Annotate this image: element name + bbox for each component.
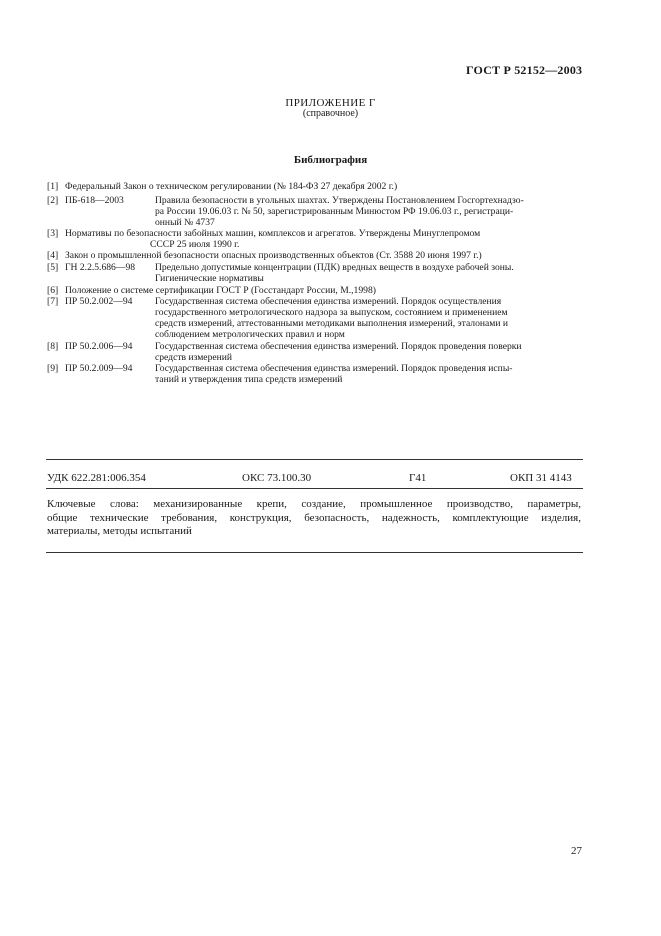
bib-item-text: Нормативы по безопасности забойных машин, комплексов и агрегатов. Утверждены Минуглепромом [65,228,481,239]
bib-item-abbr: ПР 50.2.002—94 [65,296,133,307]
bib-item-text: онный № 4737 [155,217,215,228]
bib-item-text: Гигиенические нормативы [155,273,264,284]
keywords-line: Ключевые слова: механизированные крепи, создание, промышленное производство, параметры, [47,498,581,510]
page-number: 27 [571,845,582,857]
bib-item-abbr: ПР 50.2.009—94 [65,363,133,374]
bib-item-text: Предельно допустимые концентрации (ПДК) вредных веществ в воздухе рабочей зоны. [155,262,514,273]
bib-item-number: [6] [47,285,59,296]
oks-code: ОКС 73.100.30 [242,472,312,484]
bib-item-abbr: ПР 50.2.006—94 [65,341,133,352]
appendix-subtitle: (справочное) [302,108,359,119]
bib-item-abbr: ПБ-618—2003 [65,195,124,206]
g-code: Г41 [409,472,427,484]
bib-item-abbr: ГН 2.2.5.686—98 [65,262,136,273]
bib-item-number: [7] [47,296,59,307]
bib-item-text: Закон о промышленной безопасности опасных производственных объектов (Ст. 3588 20 июня 1997 г.) [65,250,482,261]
divider-middle [46,488,583,489]
bib-item-text: Правила безопасности в угольных шахтах. Утверждены Постановлением Госгортехнадзо- [155,195,524,206]
divider-top [46,459,583,460]
okp-code: ОКП 31 4143 [510,472,572,484]
bib-item-number: [1] [47,181,59,192]
udk-code: УДК 622.281:006.354 [47,472,146,484]
keywords-line: общие технические требования, конструкция, безопасность, надежность, комплектующие изделия, [47,511,581,524]
divider-bottom [46,552,583,553]
bib-item-number: [9] [47,363,59,374]
bib-item-text: государственного метрологического надзора за выпуском, состоянием и применением [155,307,508,318]
bib-item-text: таний и утверждения типа средств измерений [155,374,343,385]
bib-item-number: [8] [47,341,59,352]
appendix-title: ПРИЛОЖЕНИЕ Г [285,97,376,109]
bib-item-text: Государственная система обеспечения единства измерений. Порядок проведения поверки [155,341,522,352]
bib-item-text: средств измерений [155,352,233,363]
bib-item-text: Государственная система обеспечения единства измерений. Порядок осуществления [155,296,502,307]
bib-item-text: Положение о системе сертификации ГОСТ Р (Госстандарт России, М.,1998) [65,285,376,296]
bib-item-text: соблюдением метрологических правил и норм [155,329,345,340]
bib-item-number: [3] [47,228,59,239]
bib-item-number: [2] [47,195,59,206]
bibliography-title: Библиография [293,154,368,166]
bib-item-text: средств измерений, аттестованными методиками выполнения измерений, эталонами и [155,318,509,329]
bib-item-number: [5] [47,262,59,273]
bib-item-number: [4] [47,250,59,261]
bib-item-text: Федеральный Закон о техническом регулировании (№ 184-ФЗ 27 декабря 2002 г.) [65,181,398,192]
keywords-line: материалы, методы испытаний [47,525,192,537]
keywords [47,498,581,539]
standard-designation: ГОСТ Р 52152—2003 [466,63,583,77]
bib-item-text: ра России 19.06.03 г. № 50, зарегистрированным Минюстом РФ 19.06.03 г., регистраци- [155,206,514,217]
bib-item-text: Государственная система обеспечения единства измерений. Порядок проведения испы- [155,363,513,374]
bib-item-text: СССР 25 июля 1990 г. [150,239,240,250]
